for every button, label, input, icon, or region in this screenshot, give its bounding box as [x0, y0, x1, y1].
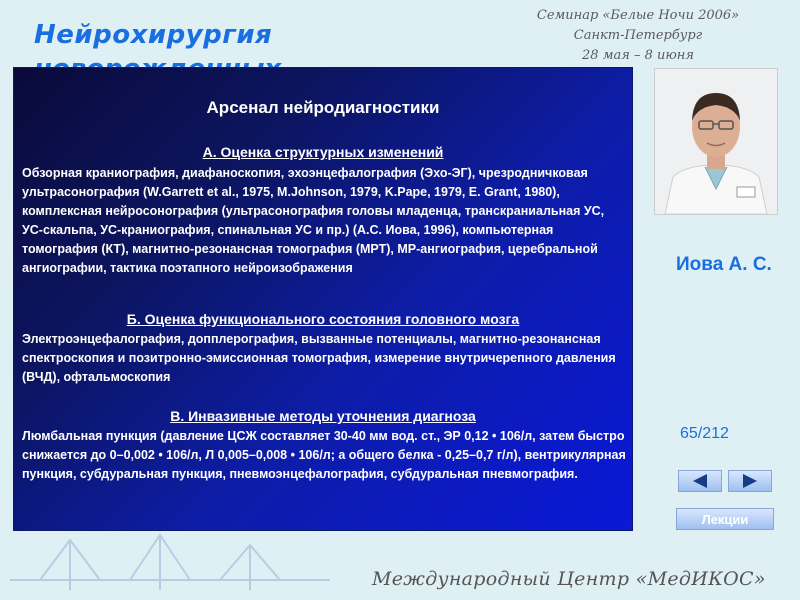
- author-portrait-icon: [655, 69, 777, 214]
- seminar-info: [518, 6, 758, 66]
- section-b-body: Электроэнцефалография, допплерография, вызванные потенциалы, магнитно-резонансная спектроскопия и позитронно-эмиссионная томография, измерение внутричерепного давления (ВЧД), офтальмоскопия: [22, 332, 616, 384]
- footer-text: Международный Центр «МедИКОС»: [372, 568, 766, 590]
- arrow-right-icon: [743, 474, 757, 488]
- section-c-heading: В. Инвазивные методы уточнения диагноза: [170, 408, 476, 424]
- seminar-line-2: Санкт-Петербург: [573, 28, 703, 43]
- page-counter: 65/212: [680, 425, 729, 442]
- section-c-body: Люмбальная пункция (давление ЦСЖ составляет 30-40 мм вод. ст., ЭР 0,12 • 106/л, затем быстро снижается до 0–0,002 • 106/л, Л 0,005–0,008 • 106/л; а общего белка - 0,25–0,7 г/л), вентрикулярная пункция, субдуральная пункция, пневмоэнцефалография, субдуральная пневмография.: [22, 429, 626, 481]
- prev-button[interactable]: [678, 470, 722, 492]
- slide-title: Арсенал нейродиагностики: [206, 98, 440, 117]
- seminar-line-1: Семинар «Белые Ночи 2006»: [536, 8, 740, 23]
- section-b-heading: Б. Оценка функционального состояния головного мозга: [126, 311, 520, 327]
- arrow-left-icon: [693, 474, 707, 488]
- author-name: Иова А. С.: [676, 254, 772, 275]
- next-button[interactable]: [728, 470, 772, 492]
- slide-panel: [14, 68, 632, 530]
- bridge-watermark-icon: [0, 530, 360, 600]
- lectures-button[interactable]: Лекции: [676, 508, 774, 530]
- page-subtitle: [34, 50, 281, 68]
- section-a-heading: А. Оценка структурных изменений: [202, 144, 444, 160]
- author-photo: [654, 68, 778, 215]
- page-title: Нейрохирургия: [34, 20, 273, 50]
- section-a-body: Обзорная краниография, диафаноскопия, эхоэнцефалография (Эхо-ЭГ), чрезродничковая ультрасонография (W.Garrett et al., 1975, M.Johnson, 1979, K.Pape, 1979, E. Grant, 1980), комплексная нейросонография (ультрасонография головы младенца, транскраниальная УС, УС-скальпа, УС-краниография, спинальная УС и пр.) (А.С. Иова, 1996), компьютерная томография (КТ), магнитно-резонансная томография (МРТ), МР-ангиография, церебральной ангиографии, тактика поэтапного нейроизображения: [22, 166, 605, 275]
- seminar-line-3: 28 мая – 8 июня: [582, 48, 694, 63]
